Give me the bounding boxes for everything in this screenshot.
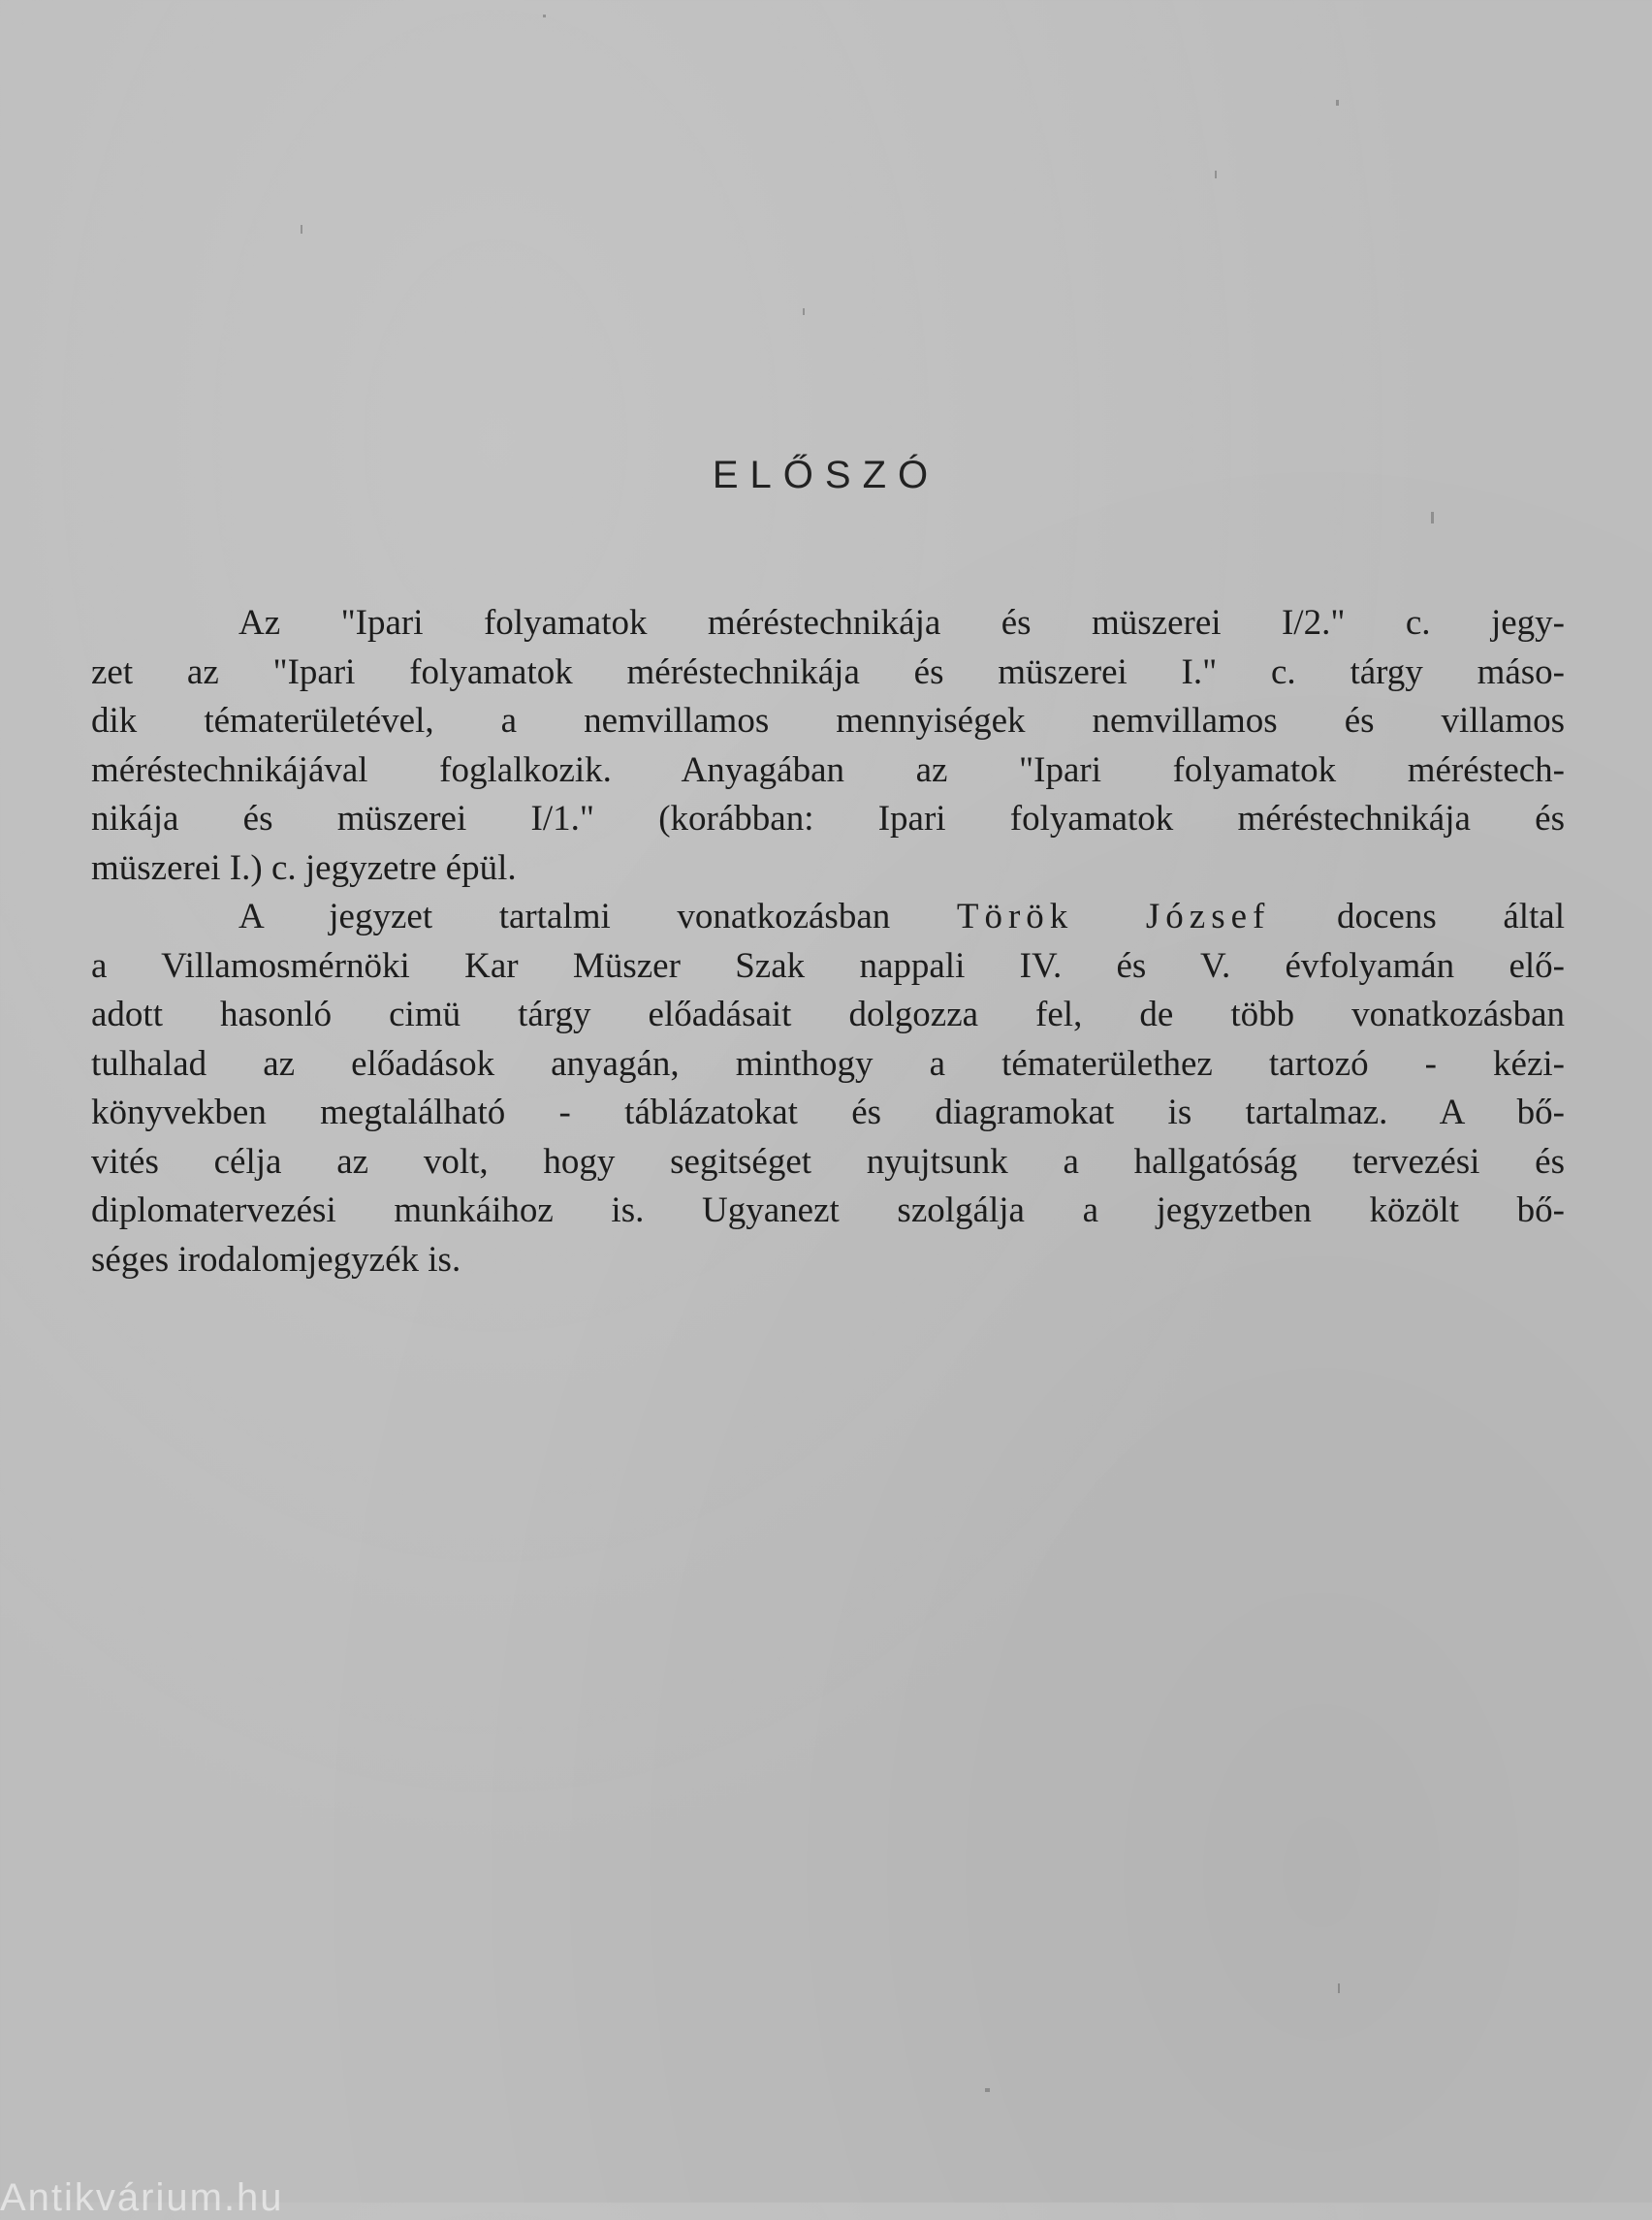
body-text (91, 599, 1565, 1284)
paragraph-1-line: müszerei I.) c. jegyzetre épül. (91, 847, 517, 888)
paragraph-2-line: a Villamosmérnöki Kar Müszer Szak nappali IV. és V. évfolyamán elő- (91, 945, 1565, 986)
paper-speck (985, 2088, 990, 2092)
page-heading: ELŐSZÓ (712, 454, 940, 496)
paper-speck (1431, 512, 1434, 523)
paragraph-2-line: vités célja az volt, hogy segitséget nyujtsunk a hallgatóság tervezési és (91, 1141, 1565, 1182)
paper-speck (1336, 100, 1339, 106)
paper-speck (803, 308, 805, 315)
paragraph-2-opening-end: docens által (1336, 897, 1565, 936)
paper-speck (1338, 1983, 1340, 1993)
paragraph-2-opening: A jegyzet tartalmi vonatkozásban (238, 897, 891, 936)
paragraph-2-line: tulhalad az előadások anyagán, minthogy a tématerülethez tartozó - kézi- (91, 1043, 1565, 1084)
paragraph-2-line: séges irodalomjegyzék is. (91, 1239, 461, 1280)
paragraph-2-line: könyvekben megtalálható - táblázatokat és diagramokat is tartalmaz. A bő- (91, 1093, 1565, 1132)
paragraph-1-line: nikája és müszerei I/1." (korábban: Ipari folyamatok méréstechnikája és (91, 799, 1565, 839)
paragraph-1-line: méréstechnikájával foglalkozik. Anyagában az "Ipari folyamatok méréstech- (91, 749, 1565, 790)
paper-speck (543, 15, 546, 17)
paragraph-2 (91, 893, 1565, 1284)
paragraph-2-first-line (91, 893, 1565, 942)
antikvarium-watermark: Antikvárium.hu (0, 2176, 284, 2219)
paragraph-1-line: zet az "Ipari folyamatok méréstechnikája és müszerei I." c. tárgy máso- (91, 651, 1565, 692)
paper-speck (301, 225, 302, 234)
paragraph-2-line: diplomatervezési munkáihoz is. Ugyanezt szolgálja a jegyzetben közölt bő- (91, 1190, 1565, 1230)
paragraph-1-line: Az "Ipari folyamatok méréstechnikája és müszerei I/2." c. jegy- (238, 603, 1565, 643)
paragraph-1 (91, 599, 1565, 893)
paragraph-2-line: adott hasonló cimü tárgy előadásait dolgozza fel, de több vonatkozásban (91, 995, 1565, 1034)
paragraph-1-line: dik tématerületével, a nemvillamos mennyiségek nemvillamos és villamos (91, 701, 1565, 741)
paper-speck (1215, 171, 1217, 178)
author-name: Török József (956, 897, 1271, 936)
